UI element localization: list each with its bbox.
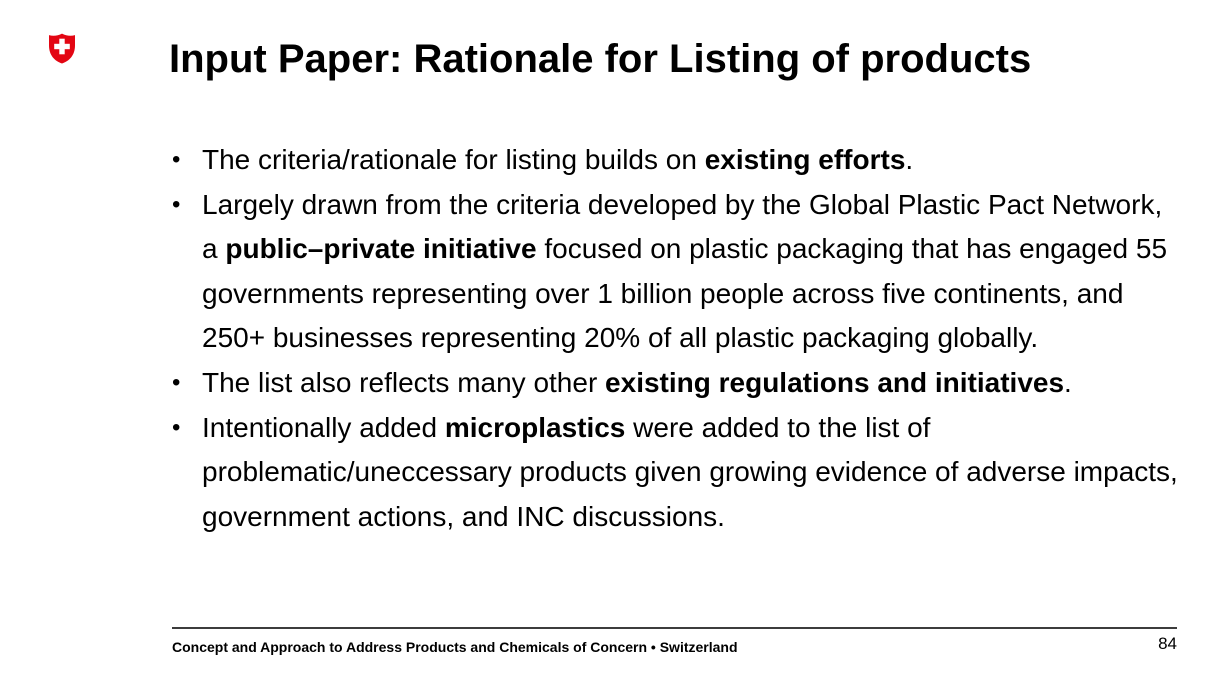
- page-title: Input Paper: Rationale for Listing of products: [169, 37, 1032, 81]
- bullet-text-bold: existing efforts: [704, 144, 906, 175]
- bullet-list: [172, 138, 1182, 539]
- bullet-icon: •: [172, 146, 181, 173]
- list-item: [172, 406, 1182, 540]
- bullet-text-bold: microplastics: [444, 411, 626, 443]
- bullet-text-bold: existing regulations and initiatives: [605, 366, 1065, 398]
- bullet-text: Intentionally added: [202, 411, 445, 443]
- bullet-text-bold: public–private initiative: [225, 233, 537, 265]
- bullet-text: .: [905, 144, 914, 175]
- list-item: [172, 361, 1182, 406]
- bullet-text: The list also reflects many other: [202, 366, 606, 398]
- bullet-icon: •: [172, 190, 181, 218]
- list-item: [172, 138, 1182, 183]
- bullet-icon: •: [172, 368, 181, 396]
- bullet-icon: •: [172, 413, 181, 441]
- bullet-text: .: [1064, 366, 1072, 398]
- list-item: [172, 183, 1182, 361]
- bullet-text: focused on plastic packaging that has engaged 55 governments representing over 1 billion people across five continents, and 250+ businesses representing 20% of all plastic packaging globally.: [202, 233, 1168, 354]
- footer-title: Concept and Approach to Address Products and Chemicals of Concern • Switzerland: [172, 639, 738, 655]
- bullet-text: Largely drawn from the criteria developed by the Global Plastic Pact Network, a: [202, 188, 1163, 265]
- bullet-text: The criteria/rationale for listing builds on: [202, 144, 705, 175]
- footer-divider: [172, 627, 1177, 629]
- swiss-coat-of-arms-icon: [48, 32, 76, 65]
- bullet-text: were added to the list of problematic/uneccessary products given growing evidence of adverse impacts, government actions, and INC discussions.: [202, 411, 1178, 532]
- page-number: 84: [1158, 634, 1177, 653]
